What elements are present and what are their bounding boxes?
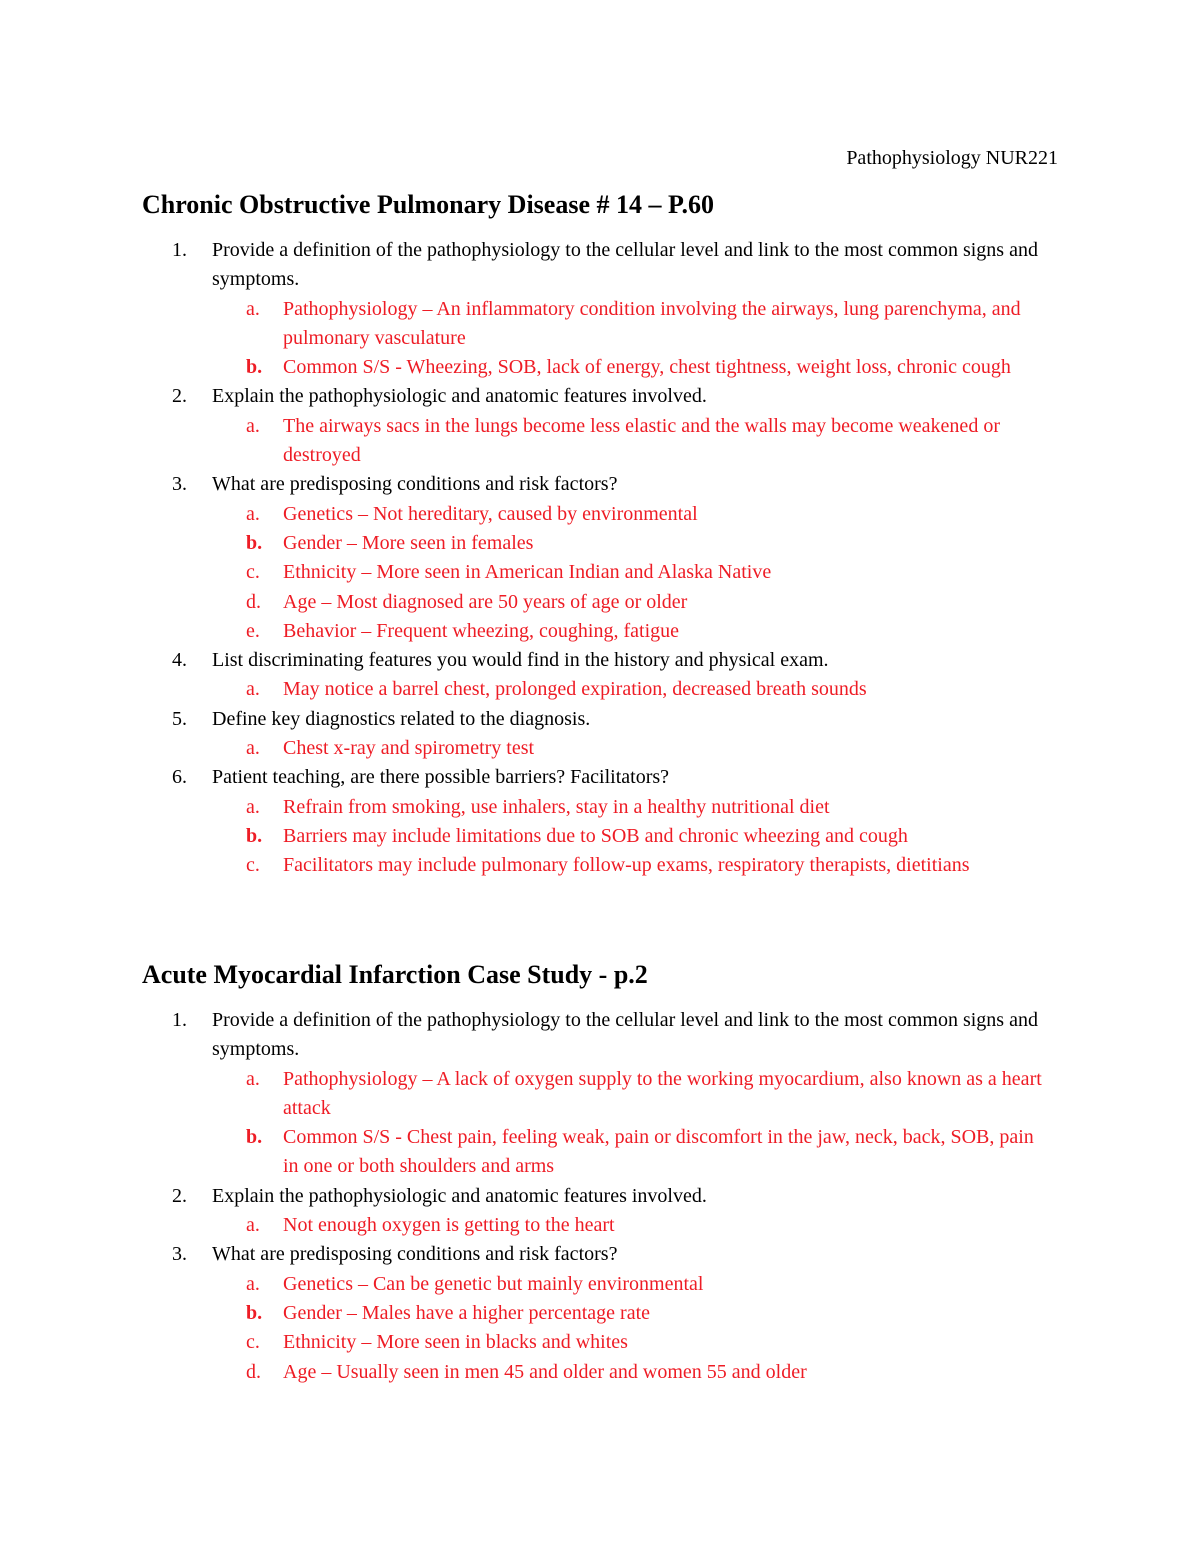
question-text: Explain the pathophysiologic and anatomic features involved. bbox=[212, 385, 707, 408]
answer-text: Gender – Males have a higher percentage rate bbox=[283, 1301, 651, 1324]
answer-text: Genetics – Not hereditary, caused by environmental bbox=[283, 502, 698, 525]
answer-letter: d. bbox=[246, 1360, 261, 1383]
answer-text: Behavior – Frequent wheezing, coughing, fatigue bbox=[283, 619, 679, 642]
answer-letter: e. bbox=[246, 619, 260, 642]
answer-item bbox=[142, 822, 1042, 851]
question-number: 2. bbox=[172, 1184, 187, 1207]
answer-item bbox=[142, 500, 1042, 529]
answer-letter: b. bbox=[246, 1301, 263, 1324]
section-title: Chronic Obstructive Pulmonary Disease # 14 – P.60 bbox=[142, 190, 714, 219]
answer-item bbox=[142, 851, 1042, 880]
answer-letter: c. bbox=[246, 854, 260, 877]
answer-item bbox=[142, 1270, 1042, 1299]
question-number: 3. bbox=[172, 473, 187, 496]
section-ami bbox=[142, 960, 1042, 1387]
answer-text: Facilitators may include pulmonary follow-up exams, respiratory therapists, dietitians bbox=[283, 854, 970, 877]
answer-item bbox=[142, 617, 1042, 646]
answer-item bbox=[142, 675, 1042, 704]
question-number: 6. bbox=[172, 766, 187, 789]
answer-text: Genetics – Can be genetic but mainly environmental bbox=[283, 1272, 704, 1295]
answer-letter: c. bbox=[246, 1331, 260, 1354]
answer-letter: a. bbox=[246, 1272, 260, 1295]
answer-letter: a. bbox=[246, 414, 260, 437]
answer-letter: b. bbox=[246, 531, 263, 554]
question-number: 1. bbox=[172, 1009, 187, 1031]
answer-item bbox=[142, 1328, 1042, 1357]
answer-item bbox=[142, 1123, 1042, 1182]
question-text: What are predisposing conditions and risk factors? bbox=[212, 1243, 618, 1266]
question-number: 2. bbox=[172, 385, 187, 408]
answer-item bbox=[142, 529, 1042, 558]
question-item bbox=[142, 1240, 1042, 1269]
answer-item bbox=[142, 1299, 1042, 1328]
question-item bbox=[142, 236, 1042, 295]
answer-text: Barriers may include limitations due to SOB and chronic wheezing and cough bbox=[283, 824, 908, 847]
answer-text: Ethnicity – More seen in American Indian and Alaska Native bbox=[283, 561, 772, 584]
answer-letter: a. bbox=[246, 737, 260, 760]
answer-letter: a. bbox=[246, 502, 260, 525]
question-text: List discriminating features you would find in the history and physical exam. bbox=[212, 649, 829, 672]
question-text: Explain the pathophysiologic and anatomic features involved. bbox=[212, 1184, 707, 1207]
answer-letter: a. bbox=[246, 1067, 260, 1090]
answer-text: Pathophysiology – An inflammatory condition involving the airways, lung parenchyma, and pulmonary vasculature bbox=[283, 297, 1021, 349]
answer-text: Chest x-ray and spirometry test bbox=[283, 737, 535, 760]
answer-text: Common S/S - Wheezing, SOB, lack of energy, chest tightness, weight loss, chronic cough bbox=[283, 356, 1011, 379]
answer-text: Pathophysiology – A lack of oxygen supply to the working myocardium, also known as a heart attack bbox=[283, 1067, 1042, 1119]
answer-letter: c. bbox=[246, 561, 260, 584]
answer-text: Refrain from smoking, use inhalers, stay in a healthy nutritional diet bbox=[283, 795, 830, 818]
question-number: 5. bbox=[172, 707, 187, 730]
question-text: Define key diagnostics related to the diagnosis. bbox=[212, 707, 591, 730]
question-item bbox=[142, 705, 1042, 734]
answer-text: The airways sacs in the lungs become less elastic and the walls may become weakened or destroyed bbox=[283, 414, 1000, 467]
question-item bbox=[142, 646, 1042, 675]
answer-item bbox=[142, 412, 1042, 471]
question-text: Provide a definition of the pathophysiology to the cellular level and link to the most common signs and symptoms. bbox=[212, 239, 1038, 291]
answer-text: Age – Usually seen in men 45 and older and women 55 and older bbox=[283, 1360, 807, 1383]
answer-letter: b. bbox=[246, 356, 263, 379]
page-header: Pathophysiology NUR221 bbox=[846, 147, 1058, 169]
question-item bbox=[142, 382, 1042, 411]
section-title: Acute Myocardial Infarction Case Study - p.2 bbox=[142, 960, 648, 989]
answer-letter: d. bbox=[246, 590, 261, 613]
answer-text: Not enough oxygen is getting to the heart bbox=[283, 1214, 615, 1237]
answer-item bbox=[142, 588, 1042, 617]
question-number: 4. bbox=[172, 649, 187, 672]
question-text: Patient teaching, are there possible barriers? Facilitators? bbox=[212, 766, 670, 789]
answer-item bbox=[142, 353, 1042, 382]
answer-text: Ethnicity – More seen in blacks and whites bbox=[283, 1331, 628, 1354]
answer-item bbox=[142, 734, 1042, 763]
answer-text: May notice a barrel chest, prolonged expiration, decreased breath sounds bbox=[283, 678, 867, 701]
question-text: What are predisposing conditions and risk factors? bbox=[212, 473, 618, 496]
answer-text: Age – Most diagnosed are 50 years of age or older bbox=[283, 590, 688, 613]
question-item bbox=[142, 1182, 1042, 1211]
answer-letter: b. bbox=[246, 824, 263, 847]
answer-item bbox=[142, 1211, 1042, 1240]
answer-item bbox=[142, 295, 1042, 354]
answer-letter: a. bbox=[246, 1214, 260, 1237]
question-number: 1. bbox=[172, 239, 187, 261]
question-item bbox=[142, 763, 1042, 792]
answer-letter: a. bbox=[246, 297, 260, 320]
answer-letter: a. bbox=[246, 678, 260, 701]
answer-letter: a. bbox=[246, 795, 260, 818]
answer-item bbox=[142, 1065, 1042, 1124]
question-number: 3. bbox=[172, 1243, 187, 1266]
answer-item bbox=[142, 793, 1042, 822]
answer-text: Gender – More seen in females bbox=[283, 531, 534, 554]
answer-item bbox=[142, 558, 1042, 587]
answer-letter: b. bbox=[246, 1126, 263, 1149]
section-copd bbox=[142, 190, 1042, 881]
question-item bbox=[142, 470, 1042, 499]
answer-text: Common S/S - Chest pain, feeling weak, pain or discomfort in the jaw, neck, back, SOB, pain in one or both shoulders and arms bbox=[283, 1126, 1034, 1178]
answer-item bbox=[142, 1358, 1042, 1387]
question-item bbox=[142, 1006, 1042, 1065]
question-text: Provide a definition of the pathophysiology to the cellular level and link to the most common signs and symptoms. bbox=[212, 1009, 1038, 1061]
